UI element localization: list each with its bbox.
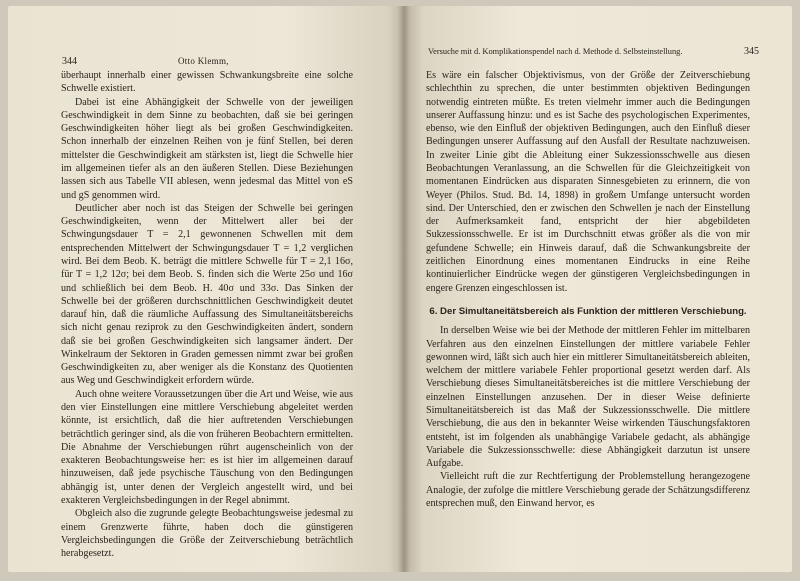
paragraph: In derselben Weise wie bei der Methode der mittleren Fehler im mittelbaren Verfahren aus den einzelnen Einstellungen der mittlere variabele Fehler gewonnen wird, läßt sich auch hier ein mittlerer Simultaneitätsbereich ableiten, welchem der mittlere variabele Fehler proportional gesetzt werden darf. Als Verschiebung dieses Simultaneitätsbereiches ist die mittlere Verschiebung der einzelnen Einstellungen anzusehen. Der in dieser Weise definierte Simultaneitätsbereich ist das Maß der Sukzessionsschwelle. Die mittlere Verschiebung, die aus den in bekannter Weise wirkenden Täuschungsfaktoren entsteht, ist im folgenden als unabhängige Variabele gedacht, als abhängige Variabele die Sukzessionsschwelle: diese Abhängigkeit darzutun ist unsere Aufgabe. bbox=[426, 325, 750, 470]
paragraph: Es wäre ein falscher Objektivismus, von der Größe der Zeitverschiebung schlechthin zu sprechen, die unter bestimmten objektiven Bedingungen notwendig eintreten müßte. Es treten vielmehr immer auch die Bedingungen unserer Auffassung hinzu: und es ist Sache des psychologischen Experimentes, ebenso, wie den Einfluß der objektiven Bedingungen, auch den Einfluß dieser Bedingungen unserer Auffassung auf den Ausfall der Resultate nachzuweisen. In zweiter Linie gibt die Ableitung einer Sukzessionsschwelle aus diesen Beobachtungen Veranlassung, an die Schwellen für die Gleichzeitigkeit von momentanen Eindrücken aus disparaten Sinnesgebieten zu erinnern, die von Weyer (Philos. Stud. Bd. 14, 1898) in großem Umfange untersucht worden sind. Der Unterschied, den er zwischen den Schwellen je nach der Einstellung der Aufmerksamkeit fand, entspricht der hier abgebildeten Sukzessionsschwelle. Er ist im Durchschnitt etwas größer als die von mir gefundene Schwelle; ein Hinweis darauf, daß die Schwankungsbreite der zeitlichen Einordnung eines momentanen Eindrucks in eine Reihe kontinuierlicher Eindrücke wegen der günstigeren Vergleichsbedingungen in engere Grenzen eingeschlossen ist. bbox=[426, 70, 750, 294]
running-header: Versuche mit d. Komplikationspendel nach d. Methode d. Selbsteinstellung. bbox=[428, 47, 683, 56]
section-heading: 6. Der Simultaneitätsbereich als Funktion der mittleren Verschiebung. bbox=[429, 305, 747, 317]
body-text bbox=[61, 69, 353, 560]
right-page bbox=[404, 6, 792, 572]
book-gutter bbox=[398, 6, 410, 572]
paragraph: Auch ohne weitere Voraussetzungen über die Art und Weise, wie aus den vier Einstellungen eine mittlere Verschiebung abgeleitet werden könnte, ist ersichtlich, daß die hier auftretenden Verschiebungen beträchtlich geringer sind, als die von früheren Beobachtern ermittelten. Die Abnahme der Verschiebungen rührt augenscheinlich von der exakteren Beobachtungsweise her: es ist hier im allgemeinen darauf hinzuweisen, daß jede psychische Täuschung von den Bedingungen abhängig ist, unter denen der Vergleich angestellt wird, und bei exakteren Vergleichsbedingungen in der Regel abnimmt. bbox=[61, 388, 353, 506]
page-number: 345 bbox=[744, 46, 759, 57]
paragraph: Deutlicher aber noch ist das Steigen der Schwelle bei geringen Geschwindigkeiten, wenn der Mittelwert aller bei der Schwingungsdauer T = 2,1 gewonnenen Schwellen mit dem entsprechenden Mittelwert der Schwingungsdauer T = 1,2 verglichen wird. Bei dem Beob. K. beträgt die mittlere Schwelle für T = 2,1 16σ, für T = 1,2 12σ; bei dem Beob. S. finden sich die Werte 25σ und 16σ und schließlich bei dem Beob. H. 40σ und 33σ. Das Sinken der Schwelle bei der größeren durchschnittlichen Geschwindigkeit deutet darauf hin, daß die räumliche Auffassung des Simultaneitätsbereichs sich nicht genau reziprok zu den Geschwindigkeiten ändert, sondern daß sie bei großen Geschwindigkeiten sich langsamer ändert. Der Winkelraum der Sektoren in Graden gemessen nimmt zwar bei großen Geschwindigkeiten zu, aber weniger als die Konstanz des Quotienten aus Weg und Geschwindigkeit erfordern würde. bbox=[61, 202, 353, 387]
paragraph: überhaupt innerhalb einer gewissen Schwankungsbreite eine solche Schwelle existiert. bbox=[61, 70, 353, 95]
body-text bbox=[426, 69, 750, 510]
page-number: 344 bbox=[62, 56, 77, 67]
running-header: Otto Klemm, bbox=[178, 56, 229, 66]
left-page bbox=[8, 6, 404, 572]
paragraph: Vielleicht ruft die zur Rechtfertigung der Problemstellung herangezogene Analogie, der zufolge die mittlere Verschiebung gerade der Schätzungsdifferenz entsprechen muß, den Einwand hervor, es bbox=[426, 471, 750, 509]
paragraph: Obgleich also die zugrunde gelegte Beobachtungsweise jedesmal zu einem Grenzwerte führte, haben doch die günstigeren Vergleichsbedingungen die Größe der Zeitverschiebung beträchtlich herabgesetzt. bbox=[61, 508, 353, 560]
paragraph: Dabei ist eine Abhängigkeit der Schwelle von der jeweiligen Geschwindigkeit in dem Sinne zu beobachten, daß sie bei geringen Geschwindigkeiten höher liegt als bei großen Geschwindigkeiten. Schon innerhalb der einzelnen Reihen von je fünf Stellen, bei deren mittelster die Geschwindigkeit am stärksten ist, liegt die Schwelle hier im allgemeinen tiefer als an den äußeren Stellen. Diese Beziehungen lassen sich aus Tabelle VII ablesen, wenn jedesmal das Mittel von eS und gS genommen wird. bbox=[61, 96, 353, 201]
